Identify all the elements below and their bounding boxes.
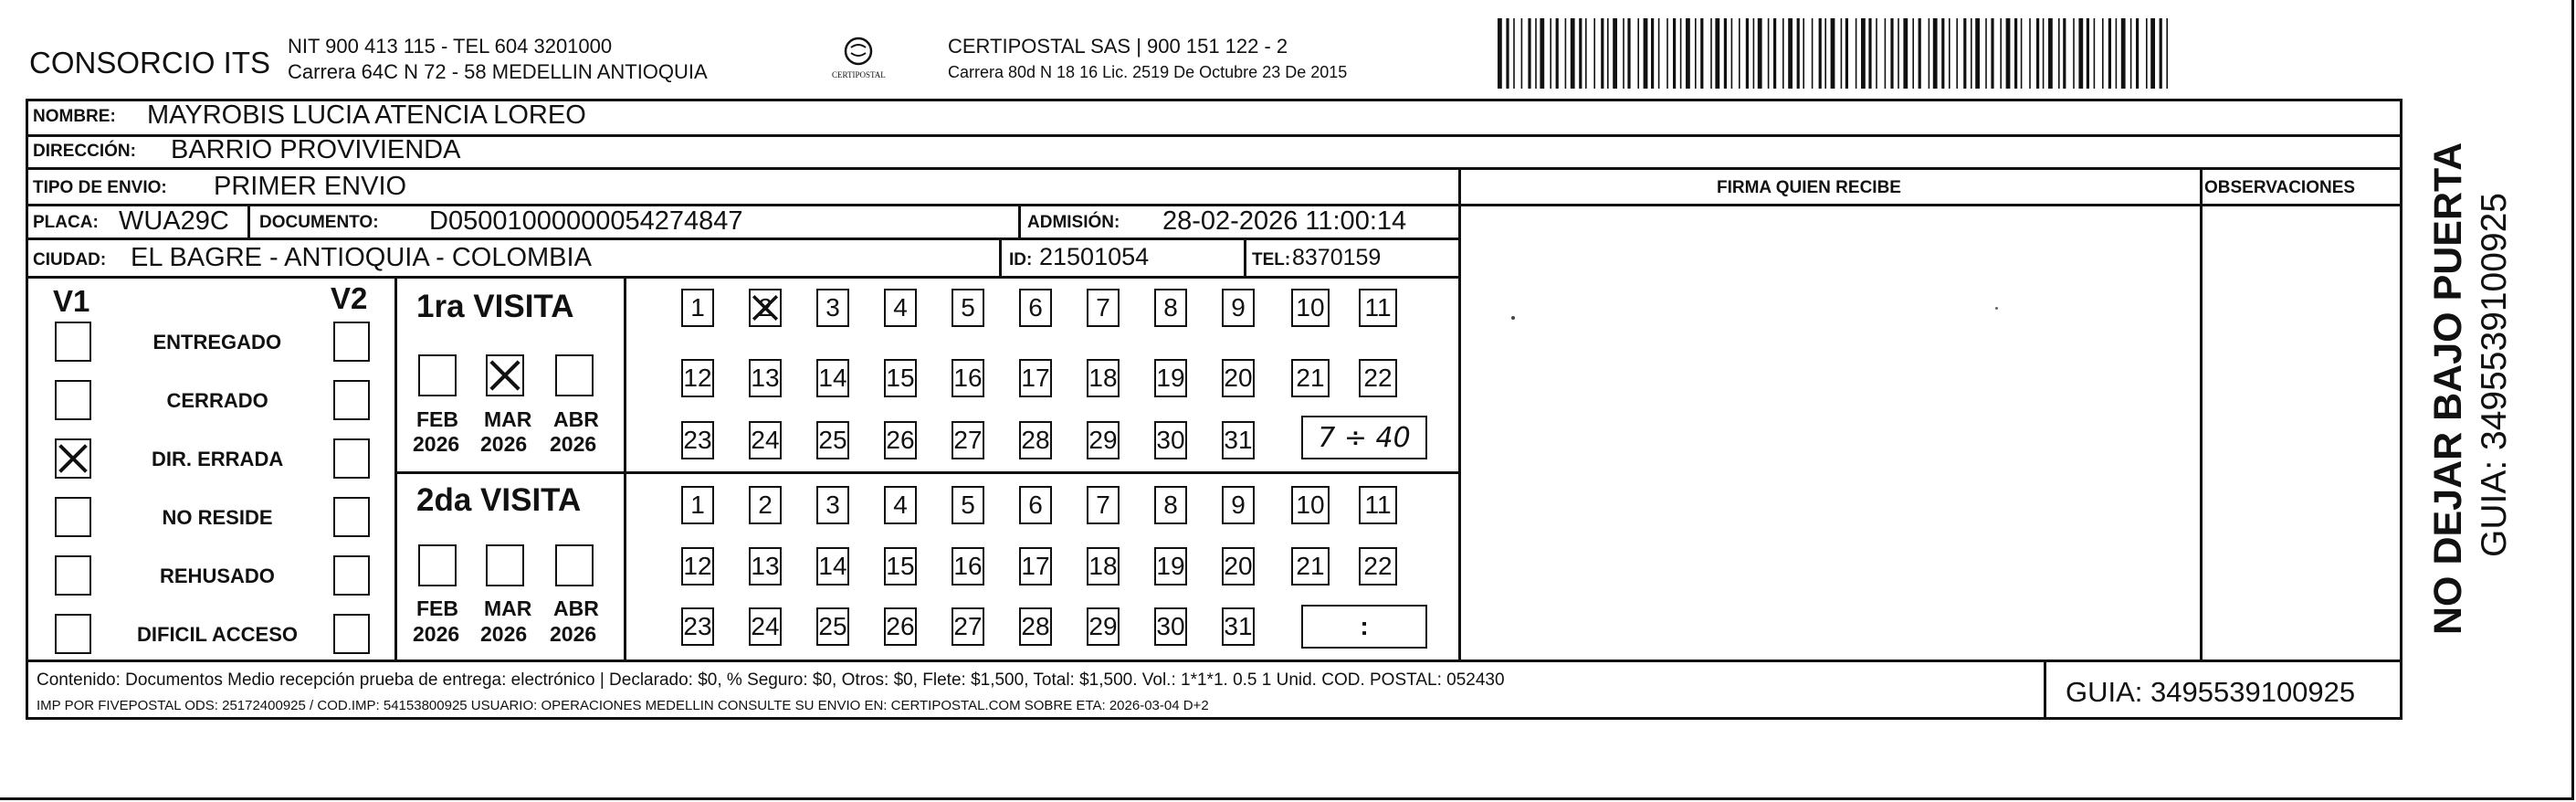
day-number: 25 — [818, 612, 847, 640]
barcode-bar — [2108, 18, 2111, 89]
barcode-bar — [2102, 18, 2104, 89]
month-year: 2026 — [413, 622, 460, 646]
day-number: 31 — [1224, 612, 1253, 640]
nombre-value: MAYROBIS LUCIA ATENCIA LOREO — [147, 100, 586, 130]
barcode-bar — [1812, 18, 1814, 89]
barcode-bar — [1601, 18, 1603, 89]
day-box[interactable] — [1019, 359, 1052, 397]
day-number: 10 — [1296, 293, 1325, 322]
day-number: 31 — [1224, 426, 1253, 454]
day-number: 26 — [886, 426, 915, 454]
direccion-label: DIRECCIÓN: — [33, 142, 136, 161]
barcode — [1498, 18, 2178, 89]
day-box[interactable] — [1087, 486, 1120, 524]
v2-checkbox[interactable] — [333, 614, 370, 654]
documento-value: D05001000000054274847 — [429, 206, 743, 236]
barcode-bar — [1724, 18, 1727, 89]
day-number: 19 — [1156, 552, 1185, 580]
barcode-bar — [1753, 18, 1755, 89]
barcode-bar — [1975, 18, 1980, 89]
day-box[interactable] — [1087, 421, 1120, 459]
barcode-bar — [1506, 18, 1509, 89]
status-label: DIR. ERRADA — [152, 448, 284, 470]
month-year: 2026 — [550, 622, 597, 646]
barcode-bar — [1644, 18, 1648, 89]
day-box[interactable] — [1019, 607, 1052, 646]
day-number: 13 — [751, 552, 780, 580]
day-box[interactable] — [1222, 359, 1255, 397]
month-checkbox-feb[interactable] — [418, 354, 457, 396]
month-year: 2026 — [480, 622, 528, 646]
barcode-bar — [1613, 18, 1617, 89]
barcode-bar — [1686, 18, 1690, 89]
day-box[interactable] — [952, 486, 984, 524]
day-box[interactable] — [952, 359, 984, 397]
day-number: 29 — [1088, 612, 1118, 640]
admision-value: 28-02-2026 11:00:14 — [1162, 206, 1407, 236]
certi-line1: CERTIPOSTAL SAS | 900 151 122 - 2 — [948, 35, 1288, 58]
v2-checkbox[interactable] — [333, 322, 370, 362]
month-year: 2026 — [480, 432, 528, 456]
day-number: 3 — [825, 491, 840, 519]
barcode-bar — [2094, 18, 2096, 89]
day-box[interactable] — [1087, 607, 1120, 646]
v1-checkbox[interactable] — [55, 497, 91, 537]
barcode-bar — [1585, 18, 1587, 89]
day-number: 28 — [1021, 426, 1050, 454]
barcode-bar — [1579, 18, 1582, 89]
second-time-box[interactable] — [1301, 605, 1427, 649]
second-time-value: : — [1360, 612, 1369, 640]
side-warning: NO DEJAR BAJO PUERTA — [2426, 142, 2470, 635]
barcode-bar — [1912, 18, 1914, 89]
day-number: 1 — [690, 293, 705, 322]
day-box[interactable] — [1154, 547, 1187, 586]
day-box[interactable] — [1291, 359, 1330, 397]
barcode-bar — [1861, 18, 1866, 89]
day-number: 27 — [953, 612, 983, 640]
day-number: 16 — [953, 364, 983, 392]
barcode-bar — [1651, 18, 1654, 89]
month-checkbox-abr[interactable] — [555, 544, 594, 586]
day-box[interactable] — [884, 359, 917, 397]
day-number: 24 — [751, 612, 780, 640]
day-number: 1 — [690, 491, 705, 519]
day-box[interactable] — [1154, 289, 1187, 327]
month-label: MAR — [484, 407, 532, 431]
day-box[interactable] — [1087, 359, 1120, 397]
barcode-bar — [1593, 18, 1595, 89]
barcode-bar — [1513, 18, 1515, 89]
day-number: 29 — [1088, 426, 1118, 454]
barcode-bar — [1933, 18, 1938, 89]
barcode-bar — [1550, 18, 1551, 89]
day-number: 6 — [1028, 491, 1043, 519]
barcode-bar — [1695, 18, 1697, 89]
day-mark — [751, 290, 780, 325]
barcode-bar — [1868, 18, 1871, 89]
direccion-value: BARRIO PROVIVIENDA — [171, 135, 461, 164]
day-box[interactable] — [1154, 486, 1187, 524]
day-box[interactable] — [884, 547, 917, 586]
placa-label: PLACA: — [33, 213, 99, 232]
documento-label: DOCUMENTO: — [259, 213, 379, 232]
barcode-bar — [1949, 18, 1950, 89]
day-box[interactable] — [1019, 289, 1052, 327]
barcode-bar — [1956, 18, 1958, 89]
day-box[interactable] — [749, 547, 782, 586]
day-number: 6 — [1028, 293, 1043, 322]
day-number: 17 — [1021, 364, 1050, 392]
day-number: 24 — [751, 426, 780, 454]
placa-value: WUA29C — [119, 206, 229, 236]
barcode-bar — [1715, 18, 1719, 89]
day-number: 8 — [1163, 491, 1178, 519]
barcode-bar — [1556, 18, 1559, 89]
day-number: 16 — [953, 552, 983, 580]
month-label: ABR — [553, 596, 599, 620]
day-box[interactable] — [884, 607, 917, 646]
day-box[interactable] — [1087, 547, 1120, 586]
day-number: 5 — [961, 491, 975, 519]
day-box[interactable] — [1291, 547, 1330, 586]
barcode-bar — [2014, 18, 2017, 89]
day-box[interactable] — [816, 607, 849, 646]
v1-checkbox[interactable] — [55, 322, 91, 362]
day-number: 12 — [683, 364, 712, 392]
firma-label: FIRMA QUIEN RECIBE — [1717, 178, 1901, 197]
barcode-bar — [2063, 18, 2066, 89]
day-box[interactable] — [1087, 289, 1120, 327]
first-visit-title: 1ra VISITA — [416, 289, 574, 324]
barcode-bar — [1498, 18, 1502, 89]
day-box[interactable] — [816, 359, 849, 397]
month-label: ABR — [553, 407, 599, 431]
barcode-bar — [1540, 18, 1544, 89]
barcode-bar — [1739, 18, 1740, 89]
barcode-bar — [1788, 18, 1793, 89]
day-number: 30 — [1156, 426, 1185, 454]
day-number: 11 — [1364, 491, 1392, 519]
certi-line2: Carrera 80d N 18 16 Lic. 2519 De Octubre 23 De 2015 — [948, 63, 1348, 81]
status-label: ENTREGADO — [152, 331, 282, 354]
day-box[interactable] — [681, 547, 714, 586]
barcode-bar — [1746, 18, 1749, 89]
day-box[interactable] — [1359, 359, 1397, 397]
day-number: 19 — [1156, 364, 1185, 392]
ciudad-value: EL BAGRE - ANTIOQUIA - COLOMBIA — [131, 243, 592, 272]
day-box[interactable] — [1222, 547, 1255, 586]
admision-label: ADMISIÓN: — [1027, 213, 1120, 232]
day-number: 14 — [818, 364, 847, 392]
day-box[interactable] — [1154, 607, 1187, 646]
barcode-bar — [1831, 18, 1835, 89]
day-box[interactable] — [1359, 289, 1397, 327]
barcode-bar — [1658, 18, 1660, 89]
day-box[interactable] — [1019, 486, 1052, 524]
first-time-value: 7 ÷ 40 — [1318, 421, 1411, 454]
barcode-bar — [1623, 18, 1624, 89]
barcode-bar — [1535, 18, 1537, 89]
day-number: 12 — [683, 552, 712, 580]
day-box[interactable] — [681, 607, 714, 646]
barcode-bar — [2021, 18, 2023, 89]
status-label: NO RESIDE — [162, 506, 273, 529]
day-box[interactable] — [681, 486, 714, 524]
v2-checkbox[interactable] — [333, 555, 370, 596]
observaciones-label: OBSERVACIONES — [2204, 178, 2356, 197]
v1-label: V1 — [53, 284, 90, 318]
day-box[interactable] — [749, 421, 782, 459]
month-year: 2026 — [413, 432, 460, 456]
day-number: 5 — [961, 293, 975, 322]
day-box[interactable] — [1291, 289, 1330, 327]
barcode-bar — [1627, 18, 1630, 89]
day-box[interactable] — [816, 289, 849, 327]
barcode-bar — [2048, 18, 2053, 89]
barcode-bar — [1941, 18, 1944, 89]
day-box[interactable] — [681, 421, 714, 459]
day-box[interactable] — [952, 289, 984, 327]
barcode-bar — [1885, 18, 1887, 89]
day-number: 25 — [818, 426, 847, 454]
day-box[interactable] — [749, 289, 782, 327]
day-number: 22 — [1363, 364, 1393, 392]
month-checkbox-mar[interactable] — [486, 354, 524, 396]
day-number: 26 — [886, 612, 915, 640]
barcode-bar — [1919, 18, 1921, 89]
barcode-bar — [2130, 18, 2132, 89]
footer-line2: IMP POR FIVEPOSTAL ODS: 25172400925 / COD.IMP: 54153800925 USUARIO: OPERACIONES MEDELLIN CONSULTE SU ENVIO EN: CERTIPOSTAL.COM SOBRE ETA: 2026-03-04 D+2 — [37, 698, 1209, 713]
barcode-bar — [1710, 18, 1712, 89]
v2-checkbox[interactable] — [333, 380, 370, 420]
barcode-bar — [1571, 18, 1575, 89]
barcode-bar — [1898, 18, 1899, 89]
day-box[interactable] — [952, 421, 984, 459]
day-box[interactable] — [884, 486, 917, 524]
v2-label: V2 — [331, 281, 368, 315]
day-number: 13 — [751, 364, 780, 392]
day-number: 15 — [886, 364, 915, 392]
barcode-bar — [2166, 18, 2168, 89]
barcode-bar — [1876, 18, 1877, 89]
day-box[interactable] — [1222, 607, 1255, 646]
day-number: 2 — [758, 293, 773, 322]
day-number: 21 — [1296, 552, 1325, 580]
barcode-bar — [1680, 18, 1682, 89]
address-line: Carrera 64C N 72 - 58 MEDELLIN ANTIOQUIA — [288, 60, 708, 83]
day-box[interactable] — [1222, 486, 1255, 524]
barcode-bar — [2058, 18, 2060, 89]
day-number: 4 — [893, 491, 908, 519]
day-box[interactable] — [1222, 421, 1255, 459]
day-number: 23 — [683, 426, 712, 454]
day-number: 17 — [1021, 552, 1050, 580]
day-box[interactable] — [952, 607, 984, 646]
day-number: 2 — [758, 491, 773, 519]
barcode-bar — [1768, 18, 1770, 89]
v2-checkbox[interactable] — [333, 438, 370, 479]
v2-checkbox[interactable] — [333, 497, 370, 537]
barcode-bar — [2087, 18, 2089, 89]
side-guia: GUIA: 3495539100925 — [2475, 193, 2514, 557]
month-label: MAR — [484, 596, 532, 620]
barcode-bar — [2136, 18, 2139, 89]
id-label: ID: — [1009, 250, 1033, 269]
day-box[interactable] — [1222, 289, 1255, 327]
day-box[interactable] — [1019, 421, 1052, 459]
barcode-bar — [2078, 18, 2083, 89]
barcode-bar — [1903, 18, 1908, 89]
footer-line1: Contenido: Documentos Medio recepción prueba de entrega: electrónico | Declarado: $0, % Seguro: $0, Otros: $0, Flete: $1,500, Total: $1,500. Vol.: 1*1*1. 0.5 1 Unid. COD. POSTAL: 052430 — [37, 670, 1505, 690]
tipo-label: TIPO DE ENVIO: — [33, 178, 167, 197]
day-number: 7 — [1096, 491, 1110, 519]
v1-checkbox[interactable] — [55, 555, 91, 596]
barcode-bar — [1991, 18, 1993, 89]
barcode-bar — [1673, 18, 1676, 89]
day-box[interactable] — [749, 486, 782, 524]
day-box[interactable] — [1019, 547, 1052, 586]
day-number: 20 — [1224, 552, 1253, 580]
day-box[interactable] — [1291, 486, 1330, 524]
day-box[interactable] — [1359, 486, 1397, 524]
ciudad-label: CIUDAD: — [33, 250, 107, 269]
day-box[interactable] — [1154, 359, 1187, 397]
v1-checkbox[interactable] — [55, 614, 91, 654]
day-number: 8 — [1163, 293, 1178, 322]
day-box[interactable] — [749, 359, 782, 397]
barcode-bar — [2116, 18, 2118, 89]
day-number: 10 — [1296, 491, 1325, 519]
day-box[interactable] — [816, 547, 849, 586]
nit-line: NIT 900 413 115 - TEL 604 3201000 — [288, 35, 613, 58]
barcode-bar — [1637, 18, 1639, 89]
barcode-bar — [2121, 18, 2126, 89]
tel-value: 8370159 — [1292, 245, 1382, 270]
day-box[interactable] — [952, 547, 984, 586]
day-number: 14 — [818, 552, 847, 580]
day-box[interactable] — [1359, 547, 1397, 586]
barcode-bar — [1890, 18, 1893, 89]
barcode-bar — [1758, 18, 1762, 89]
day-number: 23 — [683, 612, 712, 640]
day-number: 9 — [1231, 293, 1246, 322]
footer-guia: GUIA: 3495539100925 — [2066, 676, 2356, 708]
barcode-bar — [2006, 18, 2011, 89]
day-box[interactable] — [816, 486, 849, 524]
barcode-bar — [1607, 18, 1609, 89]
barcode-bar — [2036, 18, 2039, 89]
company-name: CONSORCIO ITS — [29, 46, 271, 79]
barcode-bar — [1824, 18, 1826, 89]
day-number: 21 — [1296, 364, 1325, 392]
barcode-bar — [2043, 18, 2045, 89]
barcode-bar — [1929, 18, 1930, 89]
status-label: DIFICIL ACCESO — [137, 623, 299, 646]
day-box[interactable] — [681, 359, 714, 397]
day-number: 28 — [1021, 612, 1050, 640]
second-visit-title: 2da VISITA — [416, 482, 582, 518]
month-checkbox-mar[interactable] — [486, 544, 524, 586]
barcode-bar — [1797, 18, 1800, 89]
first-time-box[interactable] — [1301, 416, 1427, 459]
month-label: FEB — [416, 407, 458, 431]
month-label: FEB — [416, 596, 458, 620]
barcode-bar — [2146, 18, 2148, 89]
day-box[interactable] — [884, 421, 917, 459]
day-number: 30 — [1156, 612, 1185, 640]
barcode-bar — [2000, 18, 2002, 89]
day-box[interactable] — [816, 421, 849, 459]
day-number: 4 — [893, 293, 908, 322]
certipostal-logo — [826, 33, 890, 88]
month-checkbox-abr[interactable] — [555, 354, 594, 396]
v1-checkbox[interactable] — [55, 380, 91, 420]
barcode-bar — [1971, 18, 1972, 89]
barcode-bar — [2150, 18, 2155, 89]
status-label: CERRADO — [166, 389, 268, 412]
barcode-bar — [1667, 18, 1668, 89]
barcode-bar — [1845, 18, 1848, 89]
barcode-bar — [1521, 18, 1523, 89]
barcode-bar — [1773, 18, 1776, 89]
day-box[interactable] — [884, 289, 917, 327]
month-year: 2026 — [550, 432, 597, 456]
barcode-bar — [1985, 18, 1987, 89]
day-box[interactable] — [749, 607, 782, 646]
day-box[interactable] — [1154, 421, 1187, 459]
barcode-bar — [1782, 18, 1784, 89]
barcode-bar — [1856, 18, 1857, 89]
day-number: 20 — [1224, 364, 1253, 392]
v1-checkbox[interactable] — [55, 438, 91, 479]
day-box[interactable] — [681, 289, 714, 327]
tel-label: TEL: — [1252, 250, 1291, 269]
day-number: 18 — [1088, 552, 1118, 580]
day-number: 27 — [953, 426, 983, 454]
day-number: 3 — [825, 293, 840, 322]
day-number: 9 — [1231, 491, 1246, 519]
status-label: REHUSADO — [160, 565, 275, 587]
day-number: 22 — [1363, 552, 1393, 580]
barcode-bar — [2160, 18, 2162, 89]
day-number: 11 — [1364, 293, 1392, 322]
barcode-bar — [1803, 18, 1804, 89]
barcode-bar — [1528, 18, 1530, 89]
day-number: 7 — [1096, 293, 1110, 322]
barcode-bar — [1731, 18, 1733, 89]
id-value: 21501054 — [1039, 243, 1150, 270]
nombre-label: NOMBRE: — [33, 107, 116, 126]
barcode-bar — [1700, 18, 1703, 89]
barcode-bar — [2073, 18, 2075, 89]
day-number: 18 — [1088, 364, 1118, 392]
day-number: 15 — [886, 552, 915, 580]
barcode-bar — [1565, 18, 1567, 89]
barcode-bar — [1963, 18, 1966, 89]
month-checkbox-feb[interactable] — [418, 544, 457, 586]
barcode-bar — [2029, 18, 2031, 89]
barcode-bar — [1841, 18, 1843, 89]
logo-text: CERTIPOSTAL — [832, 70, 886, 79]
barcode-bar — [1819, 18, 1822, 89]
tipo-value: PRIMER ENVIO — [214, 172, 407, 201]
